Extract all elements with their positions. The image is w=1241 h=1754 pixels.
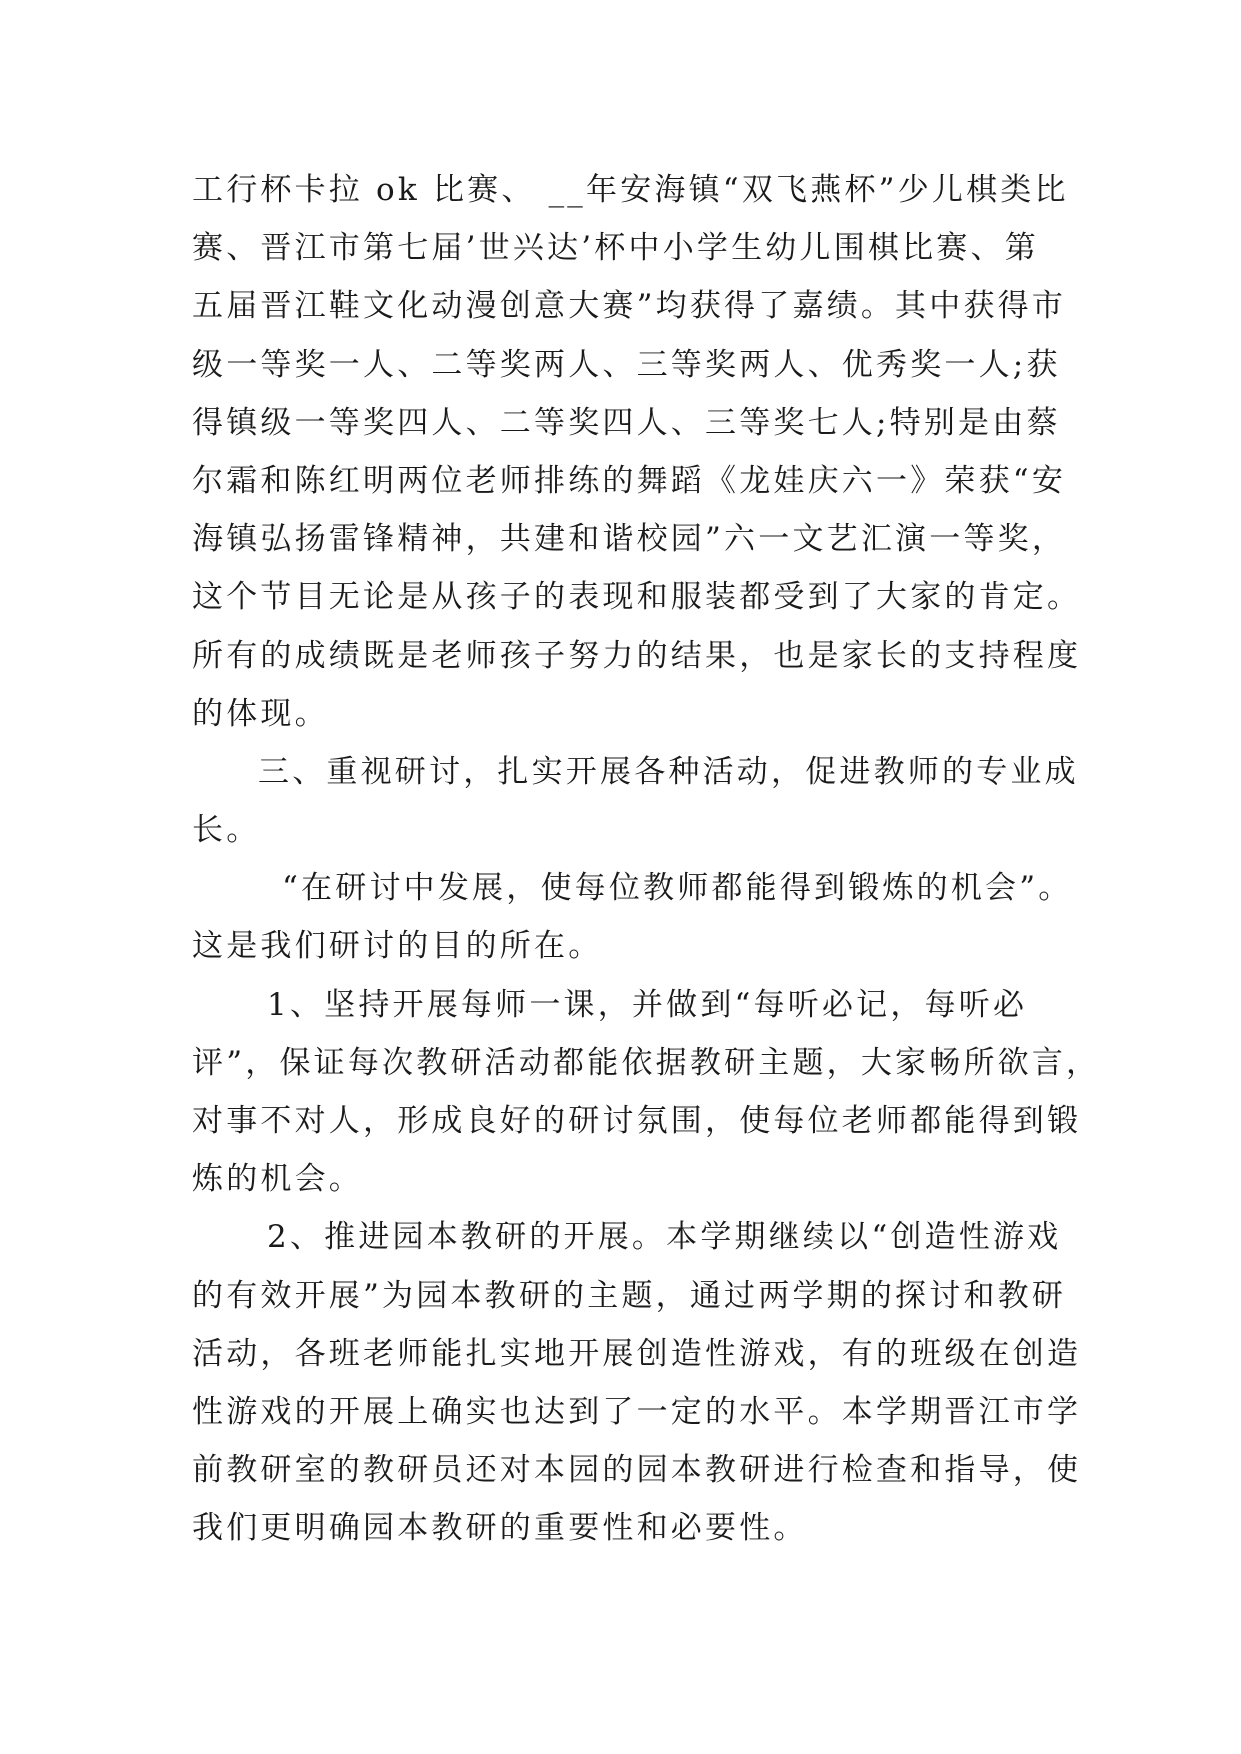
text-line: 工行杯卡拉 ok 比赛、 __年安海镇“双飞燕杯”少儿棋类比 (192, 172, 1069, 208)
body-text (192, 161, 1101, 1558)
text-line: 我们更明确园本教研的重要性和必要性。 (192, 1510, 808, 1547)
text-line: 级一等奖一人、二等奖两人、三等奖两人、优秀奖一人;获 (192, 346, 1061, 383)
text-line: 评”，保证每次教研活动都能依据教研主题，大家畅所欲言， (192, 1044, 1101, 1081)
text-line: 活动，各班老师能扎实地开展创造性游戏，有的班级在创造 (192, 1335, 1082, 1372)
text-line: 得镇级一等奖四人、二等奖四人、三等奖七人;特别是由蔡 (192, 404, 1061, 441)
text-line: 炼的机会。 (192, 1161, 363, 1198)
text-line: 海镇弘扬雷锋精神，共建和谐校园”六一文艺汇演一等奖， (192, 521, 1067, 558)
text-line: 赛、晋江市第七届’世兴达’杯中小学生幼儿围棋比赛、第 (192, 230, 1039, 267)
section-heading: 三、重视研讨，扎实开展各种活动，促进教师的专业成 (258, 753, 1079, 790)
text-line: 的有效开展”为园本教研的主题，通过两学期的探讨和教研 (192, 1277, 1067, 1314)
text-line: 对事不对人，形成良好的研讨氛围，使每位老师都能得到锻 (192, 1103, 1082, 1139)
text-line: 性游戏的开展上确实也达到了一定的水平。本学期晋江市学 (192, 1393, 1082, 1430)
text-line: 前教研室的教研员还对本园的园本教研进行检查和指导，使 (192, 1452, 1082, 1489)
text-line: 所有的成绩既是老师孩子努力的结果，也是家长的支持程度 (192, 637, 1082, 674)
text-line: 这个节目无论是从孩子的表现和服装都受到了大家的肯定。 (192, 579, 1082, 616)
text-line: “在研讨中发展，使每位教师都能得到锻炼的机会”。 (282, 870, 1073, 907)
list-item-1: 1、坚持开展每师一课，并做到“每听必记，每听必 (267, 986, 1028, 1023)
list-item-2: 2、推进园本教研的开展。本学期继续以“创造性游戏 (267, 1219, 1062, 1256)
text-line: 尔霜和陈红明两位老师排练的舞蹈《龙娃庆六一》荣获“安 (192, 462, 1067, 499)
text-line: 五届晋江鞋文化动漫创意大赛”均获得了嘉绩。其中获得市 (192, 288, 1067, 325)
text-line: 的体现。 (192, 695, 329, 732)
text-line: 这是我们研讨的目的所在。 (192, 928, 603, 965)
section-heading-continued: 长。 (192, 812, 261, 849)
